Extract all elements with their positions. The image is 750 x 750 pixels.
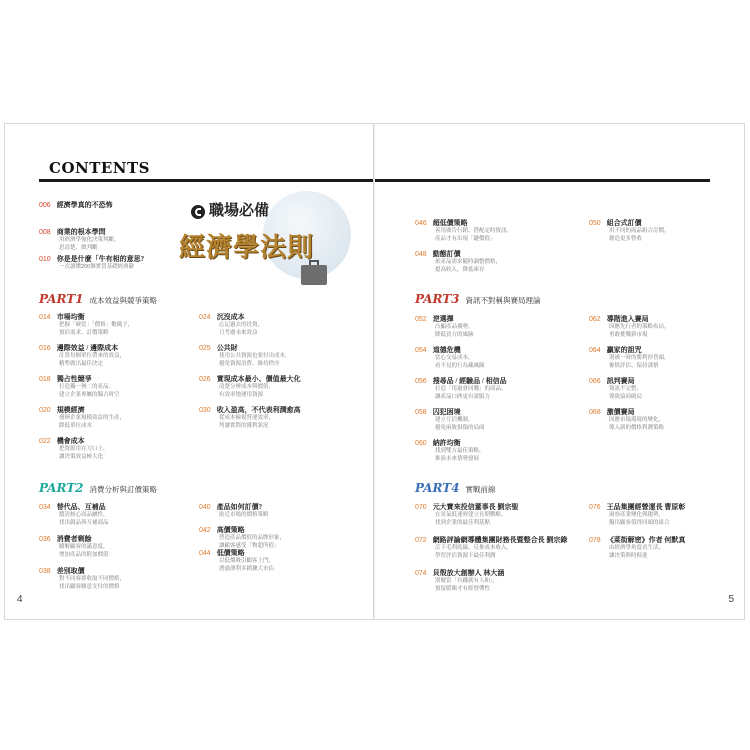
toc-entry-description-line: 有效率地運用資源: [219, 391, 264, 398]
part1-heading: [39, 292, 157, 306]
page-number-right: 5: [728, 594, 734, 605]
toc-entry-description-line: 推演未來情勢發展: [435, 455, 480, 462]
toc-entry-description-line: 使用公共資源也要付出成本，: [219, 353, 291, 359]
toc-entry-title: 逆選擇: [432, 315, 454, 323]
toc-entry[interactable]: [39, 566, 199, 591]
toc-entry-row: [415, 438, 575, 448]
toc-entry-description: [415, 512, 575, 527]
toc-entry-row: [39, 254, 199, 264]
toc-page-number: 048: [415, 251, 427, 258]
toc-entry-title: 搜尋品 / 經驗品 / 相信品: [432, 377, 507, 385]
toc-entry-title: 網路評論網導體集團財務長暨整合長 劉宗錄: [432, 536, 568, 544]
toc-entry-row: [39, 343, 199, 353]
toc-page-number: 010: [39, 256, 51, 263]
toc-entry-description-line: 精準做出最佳決定: [59, 360, 104, 367]
toc-entry-title: 元大寶來投信董事長 劉宗聖: [432, 503, 519, 511]
toc-entry-description-line: 導入新的價格利潤策略: [609, 424, 665, 431]
toc-page-number: 078: [589, 537, 601, 544]
toc-entry-description-line: 增加產品的附加價值: [59, 551, 109, 558]
toc-entry-row: [589, 314, 745, 324]
toc-entry[interactable]: [589, 535, 745, 560]
right-page: [375, 123, 745, 620]
title-rule-right: [375, 179, 710, 182]
toc-entry-description-line: 清楚分辨成本與價值，: [219, 384, 275, 390]
toc-page-number: 022: [39, 438, 51, 445]
toc-entry-row: [199, 312, 359, 322]
toc-entry-description-line: 學習評估資源下最佳利潤: [435, 552, 496, 559]
toc-entry-description-line: 打造「用過會回購」的商品，: [435, 386, 507, 392]
toc-page-number: 066: [589, 378, 601, 385]
toc-entry[interactable]: [589, 376, 745, 401]
toc-entry-row: [415, 568, 575, 578]
toc-page-number: 006: [39, 202, 51, 209]
toc-page-number: 018: [39, 376, 51, 383]
toc-entry-description: [39, 353, 199, 368]
toc-entry-description-line: 把資源用在刀口上，: [59, 446, 109, 452]
left-page: [4, 123, 373, 620]
toc-entry-description: [415, 386, 575, 401]
toc-entry-title: 低價策略: [216, 549, 245, 557]
toc-entry-description-line: 導致協商破局: [609, 393, 643, 400]
toc-entry[interactable]: [39, 405, 199, 430]
toc-entry-description-line: 建立互信機制，: [435, 417, 474, 423]
toc-entry-row: [39, 534, 199, 544]
toc-page-number: 040: [199, 504, 211, 511]
part3-heading: [415, 292, 541, 306]
toc-entry-description-line: 提高收入、降低庫存: [435, 266, 485, 273]
toc-entry[interactable]: [199, 343, 359, 368]
toc-entry-description: [589, 512, 745, 527]
toc-page-number: 044: [199, 550, 211, 557]
toc-entry-description: [589, 324, 745, 339]
toc-entry-row: [39, 312, 199, 322]
toc-entry-description-line: 善用廣告行銷、搭配定時資訊，: [435, 228, 513, 234]
toc-entry[interactable]: [199, 502, 359, 520]
toc-entry[interactable]: [39, 227, 199, 252]
toc-entry[interactable]: [415, 345, 575, 370]
toc-entry-description-line: 只考慮未來效益: [219, 329, 258, 336]
toc-entry-description-line: 因應市場環境的變化，: [609, 417, 665, 423]
toc-entry-description: [415, 324, 575, 339]
toc-entry-description: [589, 355, 745, 370]
toc-entry-description-line: 計算每個單位帶來的效益，: [59, 353, 126, 359]
toc-entry-row: [589, 345, 745, 355]
toc-entry-description: [39, 237, 199, 252]
toc-entry-row: [39, 405, 199, 415]
toc-entry[interactable]: [39, 502, 199, 527]
toc-entry-row: [415, 345, 575, 355]
toc-entry-title: 產品如何訂價?: [216, 503, 263, 511]
hero-title-block: [179, 191, 351, 291]
part1-label: PART1: [39, 292, 84, 306]
briefcase-icon: [301, 265, 327, 285]
toc-entry-description-line: 創造更多營收: [609, 235, 643, 242]
toc-entry-title: 貝殼放大創辦人 林大涵: [432, 569, 505, 577]
toc-entry-title: 囚犯困境: [432, 408, 461, 416]
toc-entry-description-line: 依產品需求隨時調整價格，: [435, 259, 502, 265]
toc-entry-title: 市場均衡: [56, 313, 85, 321]
part2-title: 消費分析與訂價策略: [89, 485, 158, 494]
toc-entry[interactable]: [199, 312, 359, 337]
toc-entry[interactable]: [199, 405, 359, 430]
toc-entry-description-line: 對不同客群收取不同價格，: [59, 576, 126, 582]
toc-entry-row: [589, 218, 745, 228]
toc-entry[interactable]: [39, 534, 199, 559]
part4-title: 實戰前線: [465, 485, 496, 494]
toc-entry-description-line: 找出競品與互補商品: [59, 519, 109, 526]
toc-entry[interactable]: [39, 374, 199, 399]
toc-entry-row: [415, 502, 575, 512]
toc-entry[interactable]: [415, 438, 575, 463]
toc-entry-description-line: 一次讀懂200個實質基礎經濟辭: [59, 264, 135, 270]
toc-entry-row: [199, 502, 359, 512]
contents-title: CONTENTS: [49, 159, 151, 177]
toc-entry-title: 贏家的詛咒: [606, 346, 642, 354]
toc-entry-description: [415, 545, 575, 560]
toc-page-number: 024: [199, 314, 211, 321]
toc-entry-description-line: 審慎評估、保持謹慎: [609, 362, 659, 369]
toc-entry-description: [415, 259, 575, 274]
toc-entry-description: [199, 415, 359, 430]
part4-label: PART4: [415, 481, 460, 495]
toc-page-number: 050: [589, 220, 601, 227]
title-rule: [39, 179, 373, 182]
toc-entry[interactable]: [415, 535, 575, 560]
part3-label: PART3: [415, 292, 460, 306]
toc-entry-description-line: 從成本檢視營運效率，: [219, 415, 275, 421]
toc-entry-title: 道德危機: [432, 346, 461, 354]
toc-page-number: 074: [415, 570, 427, 577]
toc-entry-title: 高價策略: [216, 526, 245, 534]
toc-entry-description: [589, 545, 745, 560]
toc-entry[interactable]: [589, 218, 745, 243]
toc-entry-title: 機會成本: [56, 437, 85, 445]
toc-page-number: 038: [39, 568, 51, 575]
toc-entry[interactable]: [199, 548, 359, 573]
toc-entry-description-line: 找出顧客願意支付的價格: [59, 583, 120, 590]
toc-entry[interactable]: [39, 312, 199, 337]
toc-entry-title: 超低價策略: [432, 219, 468, 227]
toc-entry-description: [39, 544, 199, 559]
toc-entry-description-line: 把握「硬當」「價格」數碼子，: [59, 322, 134, 328]
toc-page-number: 070: [415, 504, 427, 511]
toc-entry-description-line: 讓決策與時俱進: [609, 552, 648, 559]
toc-entry-row: [589, 535, 745, 545]
toc-entry-description-line: 打造獨一無二的產品，: [59, 384, 115, 390]
toc-entry-title: 商業的根本學問: [56, 228, 106, 236]
toc-entry-row: [39, 227, 199, 237]
toc-entry[interactable]: [415, 314, 575, 339]
toc-entry[interactable]: [415, 218, 575, 243]
toc-page-number: 058: [415, 409, 427, 416]
toc-entry-description-line: 用不同的商品組合訂價，: [609, 228, 670, 234]
toc-entry-row: [39, 436, 199, 446]
toc-entry-description-line: 預留緩衝才有經營彈性: [435, 585, 491, 592]
toc-entry-description-line: 擬出顧客值得回頭的組合: [609, 519, 670, 526]
toc-entry-description-line: 發揮企業規模效益的生產，: [59, 415, 126, 421]
toc-entry-row: [415, 314, 575, 324]
toc-entry-title: 規模經濟: [56, 406, 85, 414]
toc-entry-description-line: 貼近市場的價格策略: [219, 512, 269, 518]
toc-entry-description-line: 洞察產業變化與趨勢，: [609, 512, 665, 518]
toc-page-number: 030: [199, 407, 211, 414]
toc-entry[interactable]: [589, 407, 745, 432]
toc-page-number: 076: [589, 504, 601, 511]
toc-entry-description-line: 思清楚、做判斷: [59, 244, 98, 251]
toc-page-number: 034: [39, 504, 51, 511]
toc-entry[interactable]: [39, 200, 199, 210]
toc-entry-description: [39, 415, 199, 430]
toc-entry-description: [39, 384, 199, 399]
toc-entry-description-line: 瞭解顧客的滿意度，: [59, 544, 109, 550]
toc-entry-description: [39, 576, 199, 591]
toc-entry-description: [199, 322, 359, 337]
part3-title: 資訊不對稱與賽局理論: [465, 296, 541, 305]
toc-entry-title: 你是是什麼「牛有相的意思?: [56, 255, 145, 263]
toc-entry-title: 導階進入賽局: [606, 315, 649, 323]
toc-entry-title: 收入盈高，不代表利潤愈高: [216, 406, 301, 414]
toc-entry-description-line: 以低價吸引顧客上門，: [219, 558, 275, 564]
toc-entry[interactable]: [199, 374, 359, 399]
toc-entry-title: 實現成本最小、價值最大化: [216, 375, 301, 383]
toc-entry-description: [589, 386, 745, 401]
toc-entry-row: [199, 374, 359, 384]
toc-entry-row: [199, 548, 359, 558]
part2-heading: [39, 481, 157, 495]
toc-page-number: 062: [589, 316, 601, 323]
toc-entry-description-line: 建立企業專屬的獨占時空: [59, 391, 120, 398]
toc-entry-row: [589, 502, 745, 512]
toc-entry-row: [415, 535, 575, 545]
toc-entry-description-line: 讓決策效益極大化: [59, 453, 104, 460]
toc-page-number: 054: [415, 347, 427, 354]
toc-entry[interactable]: [589, 345, 745, 370]
toc-entry-title: 差別取價: [56, 567, 85, 575]
toc-entry-description: [39, 512, 199, 527]
toc-entry-row: [39, 200, 199, 210]
toc-page-number: 052: [415, 316, 427, 323]
toc-entry-row: [415, 376, 575, 386]
page-number-left: 4: [17, 594, 23, 605]
toc-page-number: 014: [39, 314, 51, 321]
toc-entry[interactable]: [39, 254, 199, 272]
toc-page-number: 020: [39, 407, 51, 414]
toc-entry[interactable]: [415, 502, 575, 527]
toc-page-number: 008: [39, 229, 51, 236]
toc-entry-title: 《菜街解密》作者 何默真: [606, 536, 686, 544]
toc-page-number: 072: [415, 537, 427, 544]
toc-entry-description: [199, 384, 359, 399]
toc-entry-description: [415, 417, 575, 432]
toc-entry-description-line: 在景氣低迷時建立長期戰略，: [435, 512, 507, 518]
toc-entry-title: 獨占性競爭: [56, 375, 92, 383]
toc-page-number: 026: [199, 376, 211, 383]
toc-page-number: 046: [415, 220, 427, 227]
toc-entry-title: 納許均衡: [432, 439, 461, 447]
part2-label: PART2: [39, 481, 84, 495]
toc-entry-description-line: 避免兩敗俱傷的局面: [435, 424, 485, 431]
toc-entry-description: [415, 578, 575, 593]
toc-entry-row: [39, 566, 199, 576]
toc-entry-row: [199, 405, 359, 415]
toc-page-number: 025: [199, 345, 211, 352]
toc-entry-row: [415, 218, 575, 228]
toc-entry-description: [589, 417, 745, 432]
toc-entry-description-line: 避免資源浪費、維持秩序: [219, 360, 280, 367]
toc-page-number: 068: [589, 409, 601, 416]
toc-entry-description-line: 塑造產品價值的品牌形象，: [219, 535, 286, 541]
toc-entry-description-line: 當心交易成本，: [435, 355, 474, 361]
toc-entry-description-line: 訂下毛利底線、反推成本收入，: [435, 545, 513, 551]
toc-page-number: 036: [39, 536, 51, 543]
toc-entry[interactable]: [199, 525, 359, 550]
toc-entry-title: 組合式訂價: [606, 219, 642, 227]
toc-page-number: 016: [39, 345, 51, 352]
hero-main-text: 經濟學法則: [179, 233, 315, 263]
toc-entry-title: 公共財: [216, 344, 238, 352]
toc-entry-row: [39, 502, 199, 512]
toc-entry-description-line: 判讀實際的獲利狀況: [219, 422, 269, 429]
toc-entry[interactable]: [39, 343, 199, 368]
toc-entry-description-line: 預估需求、訂價策略: [59, 329, 109, 336]
toc-entry-title: 動態訂價: [432, 250, 461, 258]
toc-entry-description-line: 由經濟學角度看生活，: [609, 545, 665, 551]
toc-entry-description-line: 讓產品口碑更有說服力: [435, 393, 491, 400]
toc-entry-title: 替代品、互補品: [56, 503, 106, 511]
toc-entry-row: [415, 249, 575, 259]
toc-entry-description-line: 別被一時的勝利沖昏頭，: [609, 355, 670, 361]
toc-entry-description-line: 看不見的行為藏風險: [435, 362, 485, 369]
toc-entry-description-line: 找到雙方最佳策略，: [435, 448, 485, 454]
part1-title: 成本效益與競爭策略: [89, 296, 158, 305]
toc-entry[interactable]: [415, 568, 575, 593]
toc-entry-description-line: 忘記過去的投資，: [219, 322, 264, 328]
toc-entry-description-line: 凸顯產品優勢，: [435, 324, 474, 330]
toc-page-number: 064: [589, 347, 601, 354]
toc-entry-description: [39, 446, 199, 461]
toc-entry-description: [39, 322, 199, 337]
toc-entry-description: [39, 264, 199, 272]
toc-entry-row: [199, 343, 359, 353]
toc-entry-title: 王品集團經營運長 曹原彰: [606, 503, 686, 511]
toc-entry[interactable]: [415, 407, 575, 432]
toc-entry-description-line: 降低單位成本: [59, 422, 93, 429]
toc-entry-row: [199, 525, 359, 535]
toc-entry-title: 消費者剩餘: [56, 535, 92, 543]
toc-page-number: 042: [199, 527, 211, 534]
toc-page-number: 060: [415, 440, 427, 447]
toc-entry-description-line: 因應先行者的策略布局，: [609, 324, 670, 330]
toc-entry-description: [199, 558, 359, 573]
toc-entry-description-line: 用經濟學強化決策判斷，: [59, 237, 120, 243]
toc-entry-description: [589, 228, 745, 243]
toc-entry-description: [199, 353, 359, 368]
toc-entry-title: 邊際效益 / 邊際成本: [56, 344, 119, 352]
toc-entry[interactable]: [589, 314, 745, 339]
toc-entry-description-line: 勇敢挑戰新市場: [609, 331, 648, 338]
toc-entry[interactable]: [39, 436, 199, 461]
toc-entry-description: [415, 355, 575, 370]
toc-entry[interactable]: [415, 249, 575, 274]
toc-entry-description-line: 找到企業的最佳利基點: [435, 519, 491, 526]
toc-entry[interactable]: [589, 502, 745, 527]
toc-entry-description: [199, 512, 359, 520]
toc-entry-description-line: 降低買方的風險: [435, 331, 474, 338]
toc-entry-title: 訊判賽局: [606, 377, 635, 385]
toc-entry-title: 激價賽局: [606, 408, 635, 416]
toc-entry-row: [589, 407, 745, 417]
toc-entry-description-line: 釐清核心商品屬性，: [59, 512, 109, 518]
toc-entry-description: [415, 448, 575, 463]
part4-heading: [415, 481, 496, 495]
toc-page-number: 056: [415, 378, 427, 385]
toc-entry-description-line: 產品才有出現「鏈價值」: [435, 235, 496, 242]
toc-entry-description-line: 讓顧客感受「物超所值」: [219, 542, 280, 549]
toc-entry-description: [415, 228, 575, 243]
toc-entry-title: 沉沒成本: [216, 313, 245, 321]
hero-top-text: 職場必備: [209, 201, 270, 219]
toc-entry-description-line: 別做當「有錢就有人和」，: [435, 578, 499, 584]
toc-entry-description-line: 透過薄利多銷擴大市佔: [219, 565, 275, 572]
toc-entry-title: 經濟學真的不恐怖: [56, 201, 113, 209]
toc-entry[interactable]: [415, 376, 575, 401]
toc-entry-description-line: 資訊不完整，: [609, 386, 643, 392]
toc-entry-row: [589, 376, 745, 386]
toc-entry-row: [39, 374, 199, 384]
toc-entry-row: [415, 407, 575, 417]
